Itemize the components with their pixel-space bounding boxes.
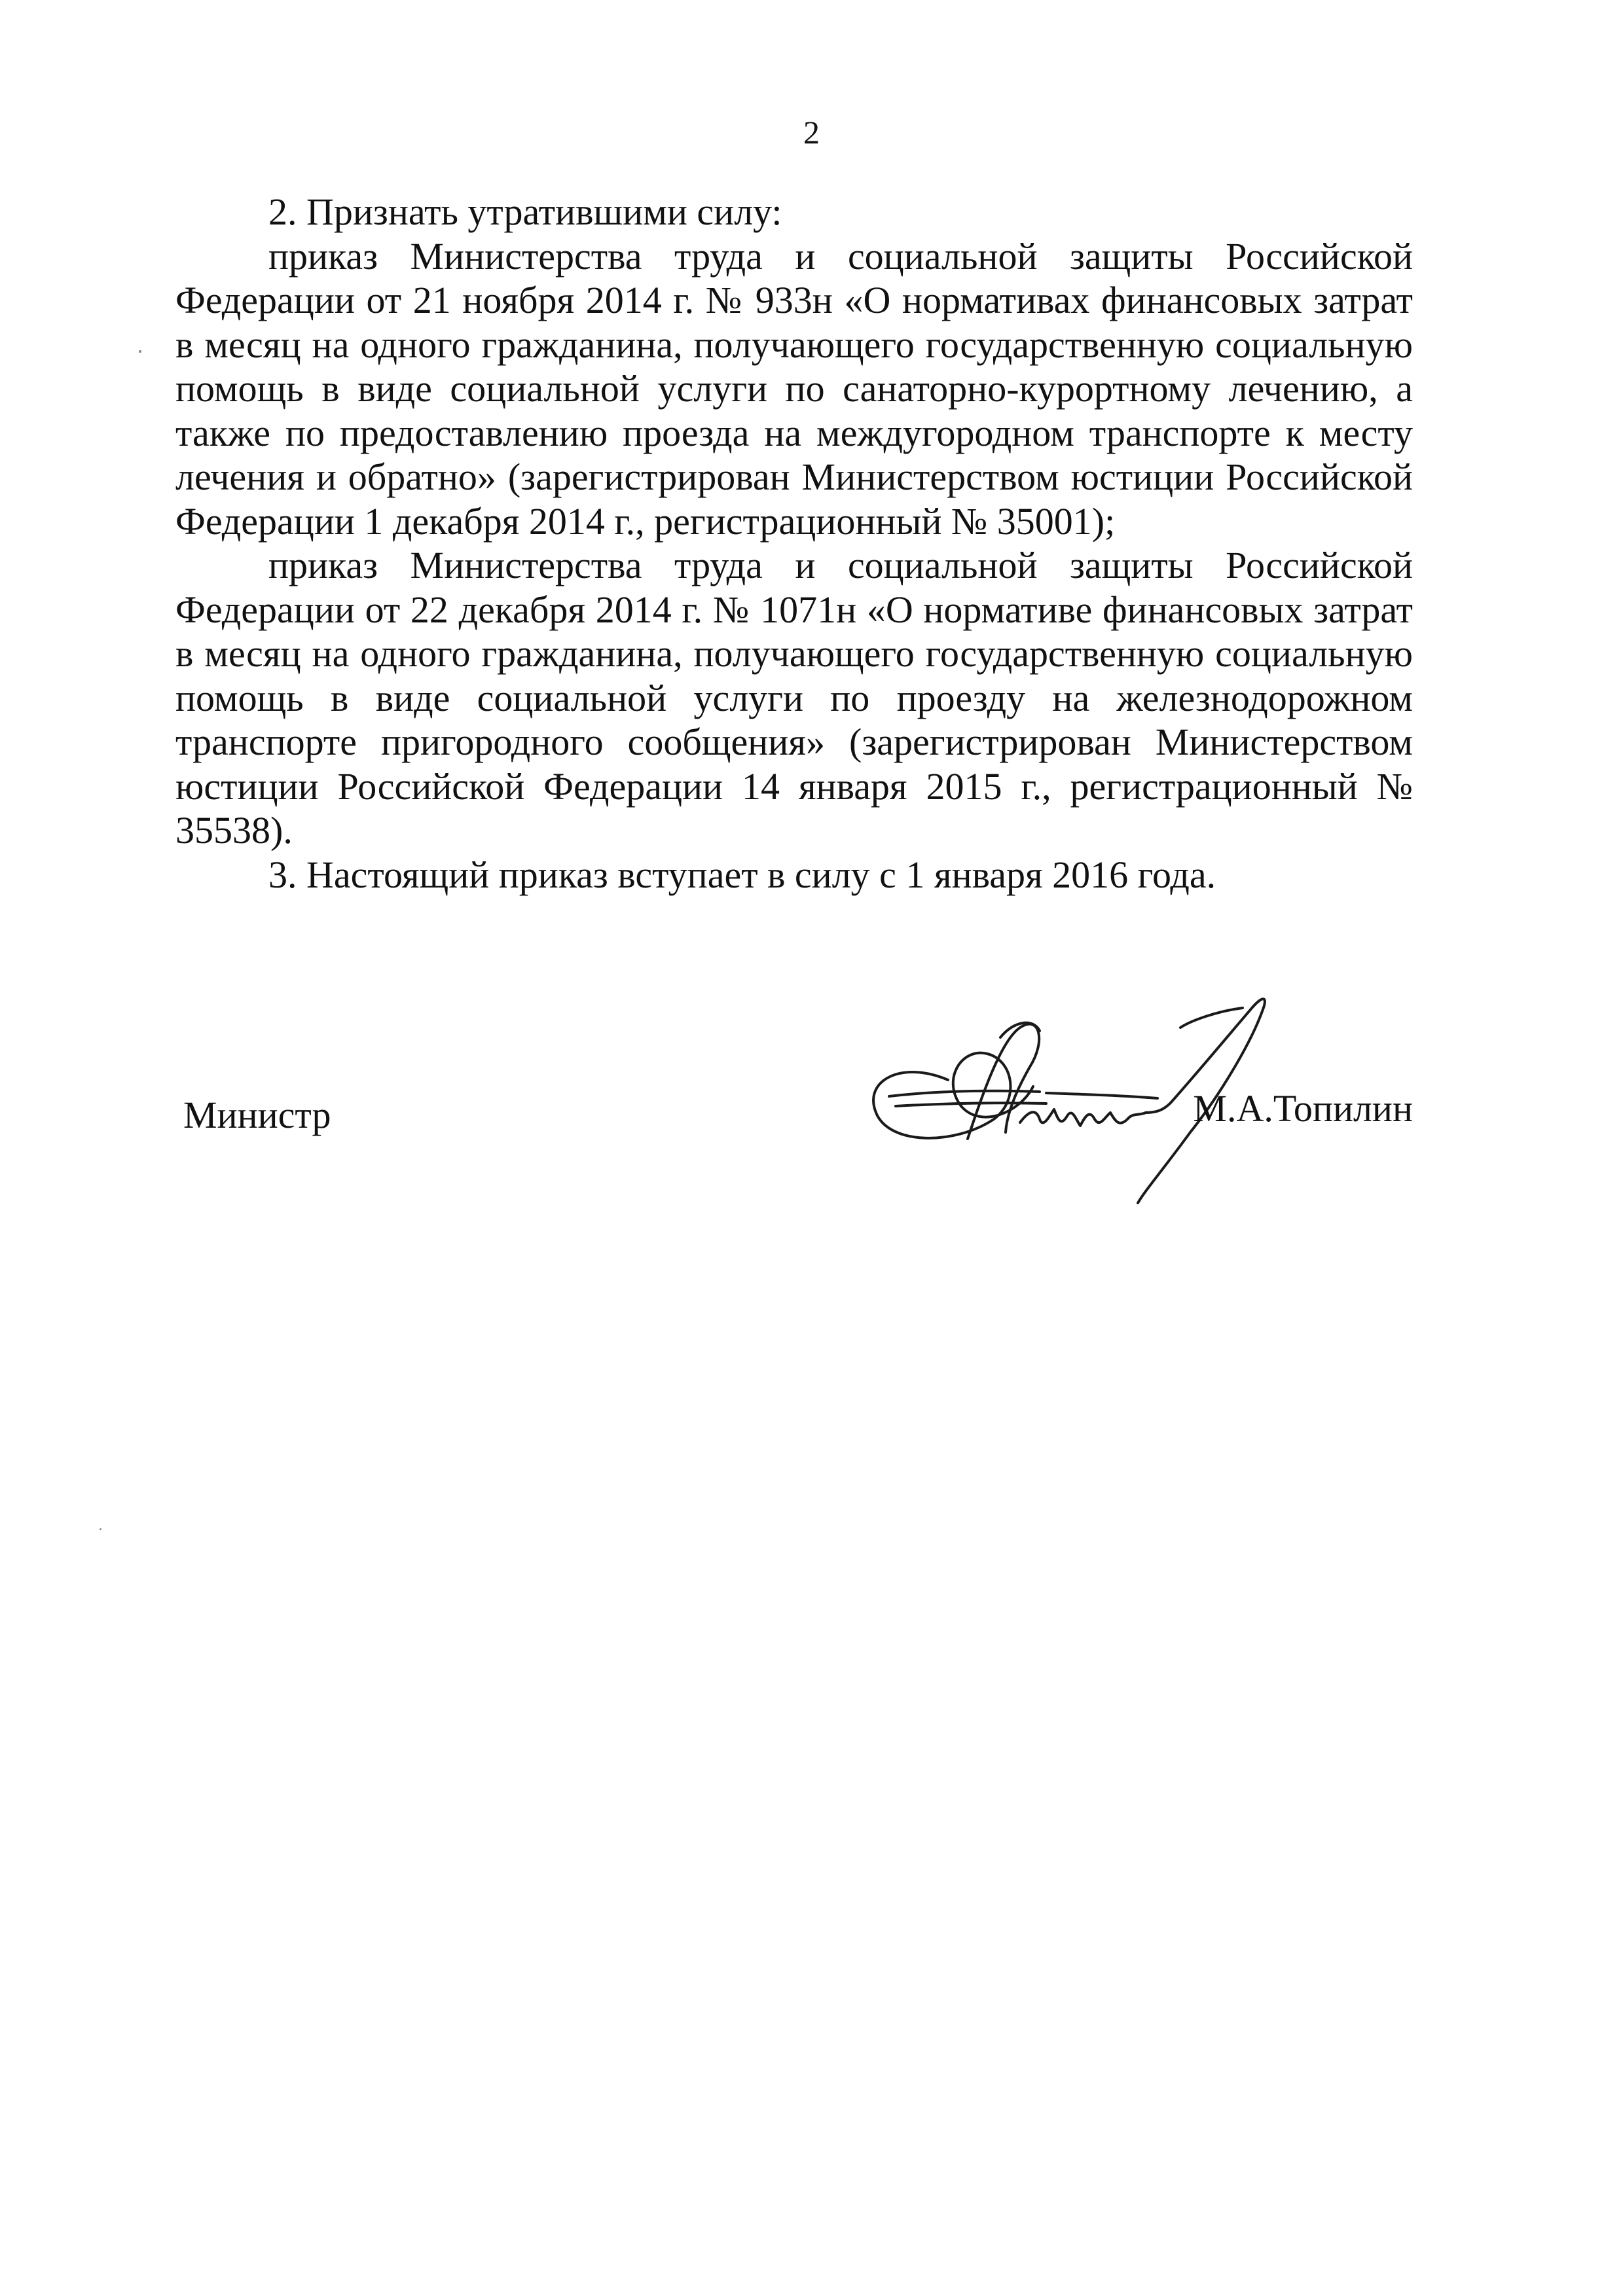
signer-title: Министр <box>183 1094 331 1136</box>
paragraph-order-1071n: приказ Министерства труда и социальной защиты Российской Федерации от 22 декабря 2014 г. № 1071н «О нормативе финансовых затрат в месяц на одного гражданина, получающего государственную социальную помощь в виде социальной услуги по проезду на железнодорожном транспорте пригородного сообщения» (зарегистрирован Министерством юстиции Российской Федерации 14 января 2015 г., регистрационный № 35538). <box>175 544 1413 852</box>
scan-speck <box>139 350 141 353</box>
paragraph-order-933n: приказ Министерства труда и социальной защиты Российской Федерации от 21 ноября 2014 г. № 933н «О нормативах финансовых затрат в месяц на одного гражданина, получающего государственную социальную помощь в виде социальной услуги по санаторно-курортному лечению, а также по предоставлению проезда на междугородном транспорте к месту лечения и обратно» (зарегистрирован Министерством юстиции Российской Федерации 1 декабря 2014 г., регистрационный № 35001); <box>175 234 1413 543</box>
paragraph-item-3: 3. Настоящий приказ вступает в силу с 1 января 2016 года. <box>268 853 1216 896</box>
signature-block <box>175 982 1413 1204</box>
scan-speck <box>100 1528 101 1530</box>
paragraph-item-2: 2. Признать утратившими силу: <box>268 190 782 233</box>
body-text <box>175 190 1413 897</box>
page-number: 2 <box>803 114 820 151</box>
signer-name: М.А.Топилин <box>1193 1087 1413 1130</box>
